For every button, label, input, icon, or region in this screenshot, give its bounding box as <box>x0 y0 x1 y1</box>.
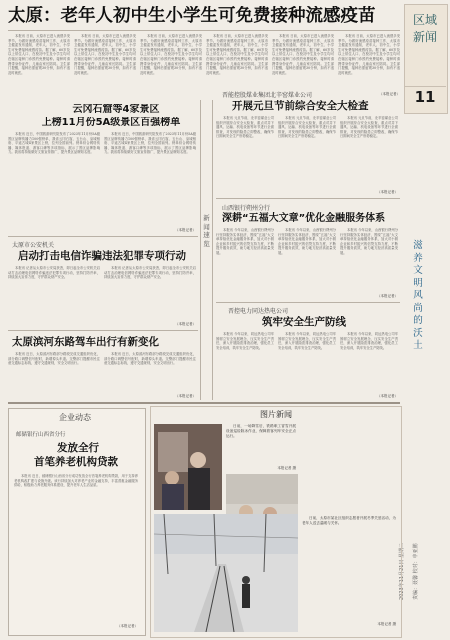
firewall-tag: 晋控电力同达热电公司 <box>228 308 289 315</box>
divider <box>216 302 400 303</box>
driving-body-col1: 本报讯 近日，太原滨河东路部分路段完成交通组织优化，部分路口调整信号配时，新增掉头车道。交警部门提醒市民注意交通标志标线，遵守交通规则，安全文明出行。 <box>8 352 100 366</box>
edition-label: 新闻速览 <box>203 214 210 248</box>
photo-byline-2: 本报记者 摄 <box>377 622 396 626</box>
vertical-editor: 责编：聂馨 校对：申亚鹏 <box>413 543 419 600</box>
antifraud-tag: 太原市公安机关 <box>12 242 55 249</box>
lead-body-col2: 本报讯 日前，太原市已进入流感多发季节。为做好流感疫苗接种工作，太原市卫健委发布通知，老年人、初中生、小学生可免费接种流感疫苗。据了解，60岁及以上常住人口、在校初中生及小学生均可在辖区接种门诊预约免费接种。接种时请携带身份证件，儿童由家长陪同。卫生部门提醒，接种后需留观30分钟，如有不适及时就医。 <box>74 34 136 75</box>
aside-headline-line2: 首笔养老机构贷款 <box>34 456 118 468</box>
lead-body-col6: 本报讯 日前，太原市已进入流感多发季节。为做好流感疫苗接种工作，太原市卫健委发布通知，老年人、初中生、小学生可免费接种流感疫苗。据了解，60岁及以上常住人口、在校初中生及小学生均可在辖区接种门诊预约免费接种。接种时请携带身份证件，儿童由家长陪同。卫生部门提醒，接种后需留观30分钟，如有不适及时就医。 <box>338 34 400 75</box>
antifraud-body-col1: 本报讯 记者从太原市公安局获悉，即日起全市公安机关启动打击治理电信网络诈骗违法犯罪专项行动，坚持打防并举，持续加大宣传力度，守护群众财产安全。 <box>8 266 100 280</box>
lead-body-col1: 本报讯 日前，太原市已进入流感多发季节。为做好流感疫苗接种工作，太原市卫健委发布通知，老年人、初中生、小学生可免费接种流感疫苗。据了解，60岁及以上常住人口、在校初中生及小学生均可在辖区接种门诊预约免费接种。接种时请携带身份证件，儿童由家长陪同。卫生部门提醒，接种后需留观30分钟，如有不适及时就医。 <box>8 34 70 75</box>
scenic-byline: （本报记者） <box>175 228 196 232</box>
section-title: 区域新闻 <box>412 13 437 44</box>
divider <box>216 198 400 199</box>
photo-volunteers-left-graphic <box>154 424 222 510</box>
firewall-body-col3: 本报讯 今年以来，同达热电公司牢固树立安全发展理念，压实安全生产责任，深入开展隐患排查治理，强化员工安全培训，筑牢安全生产防线。 <box>340 332 398 350</box>
aside-byline: （本报记者） <box>117 624 138 628</box>
service-headline: 深耕“五福大文章”优化金融服务体系 <box>222 213 386 224</box>
safety-body-col3: 本报讯 元旦节前，北辛窑煤业公司组织开展综合安全大检查，重点对井下通风、运输、机电设备等环节进行全面排查，对发现的隐患立即整改，确保节日期间安全生产形势稳定。 <box>340 116 398 139</box>
driving-byline: （本报记者） <box>175 394 196 398</box>
photo-railway-graphic <box>154 514 298 632</box>
lead-body-col3: 本报讯 日前，太原市已进入流感多发季节。为做好流感疫苗接种工作，太原市卫健委发布通知，老年人、初中生、小学生可免费接种流感疫苗。据了解，60岁及以上常住人口、在校初中生及小学生均可在辖区接种门诊预约免费接种。接种时请携带身份证件，儿童由家长陪同。卫生部门提醒，接种后需留观30分钟，如有不适及时就医。 <box>140 34 202 75</box>
vertical-date: 2023年11月21日 星期二 <box>399 542 405 600</box>
driving-headline: 太原滨河东路驾车出行有新变化 <box>12 336 159 348</box>
lead-byline: （本报记者） <box>379 92 400 96</box>
antifraud-headline: 启动打击电信诈骗违法犯罪专项行动 <box>18 250 186 262</box>
antifraud-byline: （本报记者） <box>175 322 196 326</box>
slogan: 滋养文明风尚的沃土 <box>413 240 423 351</box>
firewall-byline: （本报记者） <box>377 394 398 398</box>
divider <box>8 330 198 331</box>
aside-body: 本报讯 近日，邮储银行山西省分行成功发放全行首笔养老机构贷款，用于支持养老机构改扩建与设施升级。该行持续加大对养老产业的金融支持，丰富普惠金融服务供给，积极助力养老服务体系建设，提升老年人生活品质。 <box>14 474 138 488</box>
firewall-body-col1: 本报讯 今年以来，同达热电公司牢固树立安全发展理念，压实安全生产责任，深入开展隐患排查治理，强化员工安全培训，筑牢安全生产防线。 <box>216 332 274 350</box>
enterprise-news-header <box>40 412 110 424</box>
headline-divider <box>8 30 400 31</box>
page-number: 11 <box>404 86 446 107</box>
scenic-body-col1: 本报讯 近日，中国旅游研究院发布了2023年11月份5A级景区品牌传播力100强榜单，我省云冈石窟、五台山、皇城相府、平遥古城4家景区上榜，位列全国前列。榜单综合网络传播、媒体报道、游客口碑等多项指标，展示了景区品牌影响力。我省将持续做好文旅宣传推广，提升景区品牌知名度。 <box>8 132 100 155</box>
lead-body-col4: 本报讯 日前，太原市已进入流感多发季节。为做好流感疫苗接种工作，太原市卫健委发布通知，老年人、初中生、小学生可免费接种流感疫苗。据了解，60岁及以上常住人口、在校初中生及小学生均可在辖区接种门诊预约免费接种。接种时请携带身份证件，儿童由家长陪同。卫生部门提醒，接种后需留观30分钟，如有不适及时就医。 <box>206 34 268 75</box>
service-tag: 山西银行朔州分行 <box>222 205 271 212</box>
aside-headline-line1: 发放全行 <box>57 442 99 454</box>
safety-body-col2: 本报讯 元旦节前，北辛窑煤业公司组织开展综合安全大检查，重点对井下通风、运输、机电设备等环节进行全面排查，对发现的隐患立即整改，确保节日期间安全生产形势稳定。 <box>278 116 336 139</box>
aside-header-text: 企业动态 <box>59 413 91 422</box>
antifraud-body-col2: 本报讯 记者从太原市公安局获悉，即日起全市公安机关启动打击治理电信网络诈骗违法犯罪专项行动，坚持打防并举，持续加大宣传力度，守护群众财产安全。 <box>104 266 196 280</box>
safety-headline: 开展元旦节前综合安全大检查 <box>232 100 369 112</box>
scenic-body-col2: 本报讯 近日，中国旅游研究院发布了2023年11月份5A级景区品牌传播力100强榜单，我省云冈石窟、五台山、皇城相府、平遥古城4家景区上榜，位列全国前列。榜单综合网络传播、媒体报道、游客口碑等多项指标，展示了景区品牌影响力。我省将持续做好文旅宣传推广，提升景区品牌知名度。 <box>104 132 196 155</box>
safety-body-col1: 本报讯 元旦节前，北辛窑煤业公司组织开展综合安全大检查，重点对井下通风、运输、机电设备等环节进行全面排查，对发现的隐患立即整改，确保节日期间安全生产形势稳定。 <box>216 116 274 139</box>
lead-headline: 太原：老年人初中生小学生可免费接种流感疫苗 <box>8 6 376 26</box>
safety-tag: 晋能控股煤业集团北辛窑煤业公司 <box>222 92 313 99</box>
scenic-headline-line2: 上榜11月份5A级景区百强榜单 <box>41 117 181 128</box>
photo-volunteers-left <box>154 424 222 510</box>
photo-news-label: 图片新闻 <box>260 410 292 419</box>
safety-byline: （本报记者） <box>377 190 398 194</box>
photo-caption-1: 日前，一场降雪后，铁路职工冒雪开展设备巡检除冰作业，保障旅客列车安全正点运行。 <box>226 424 296 438</box>
column-rule <box>200 100 201 400</box>
section-divider <box>8 402 400 404</box>
service-body-col2: 本报讯 今年以来，山西银行朔州分行坚持服务实体经济，围绕“五福”大文章持续优化金融服务体系，加大对小微企业和乡村振兴的信贷支持力度，不断提升服务质效，助力地方经济高质量发展。 <box>278 228 336 255</box>
divider <box>8 236 198 237</box>
scenic-headline-line1: 云冈石窟等4家景区 <box>72 104 160 115</box>
firewall-body-col2: 本报讯 今年以来，同达热电公司牢固树立安全发展理念，压实安全生产责任，深入开展隐患排查治理，强化员工安全培训，筑牢安全生产防线。 <box>278 332 336 350</box>
column-rule <box>212 100 213 400</box>
service-byline: （本报记者） <box>377 294 398 298</box>
driving-body-col2: 本报讯 近日，太原滨河东路部分路段完成交通组织优化，部分路口调整信号配时，新增掉头车道。交警部门提醒市民注意交通标志标线，遵守交通规则，安全文明出行。 <box>104 352 196 366</box>
service-body-col3: 本报讯 今年以来，山西银行朔州分行坚持服务实体经济，围绕“五福”大文章持续优化金融服务体系，加大对小微企业和乡村振兴的信贷支持力度，不断提升服务质效，助力地方经济高质量发展。 <box>340 228 398 255</box>
service-body-col1: 本报讯 今年以来，山西银行朔州分行坚持服务实体经济，围绕“五福”大文章持续优化金融服务体系，加大对小微企业和乡村振兴的信贷支持力度，不断提升服务质效，助力地方经济高质量发展。 <box>216 228 274 255</box>
aside-tag: 邮储银行山西省分行 <box>16 432 66 438</box>
photo-railway <box>154 514 298 632</box>
photo-caption-2: 日前，太原市某社区组织志愿者开展冬季关爱活动，为老年人送去温暖与关怀。 <box>302 516 396 525</box>
firewall-headline: 筑牢安全生产防线 <box>262 316 346 328</box>
photo-byline-1: 本报记者 摄 <box>277 466 296 470</box>
lead-body-col5: 本报讯 日前，太原市已进入流感多发季节。为做好流感疫苗接种工作，太原市卫健委发布通知，老年人、初中生、小学生可免费接种流感疫苗。据了解，60岁及以上常住人口、在校初中生及小学生均可在辖区接种门诊预约免费接种。接种时请携带身份证件，儿童由家长陪同。卫生部门提醒，接种后需留观30分钟，如有不适及时就医。 <box>272 34 334 75</box>
